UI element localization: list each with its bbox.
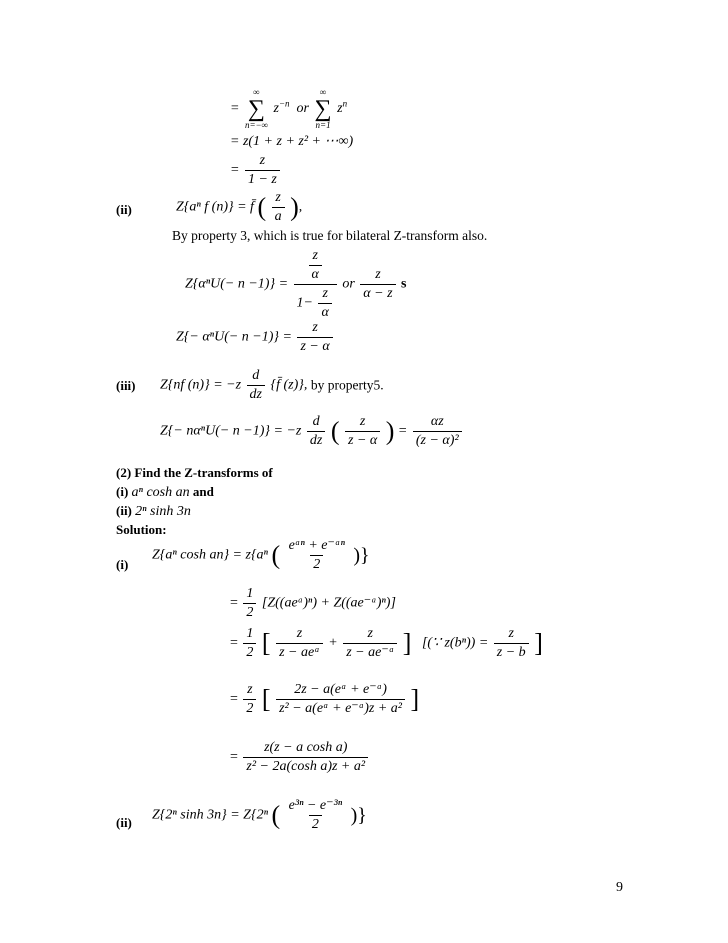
closed-form-equation: = $\frac{z}{1 - z}$ xyxy=(230,153,282,188)
property-note: By property 3, which is true for bilateral Z-transform also. xyxy=(172,228,488,243)
solution-label-ii: (ii) xyxy=(116,815,132,830)
problem-item-i: (i) aⁿ cosh an and xyxy=(116,484,214,500)
derivative-result-equation: Z{− nαⁿU(− n −1)} = −z $\frac{d}{dz}$ ( $\frac{z}{z - \alpha}$ ) = $\frac{\alpha z}{\text{(z − α)²}}$ xyxy=(160,414,464,449)
series-equation: = z(1 + z + z² + ⋯∞) xyxy=(230,134,354,149)
scaling-property-equation: Z{aⁿ f (n)} = f̄ ( $\frac{z}{a}$ ), xyxy=(176,190,303,224)
item-label-iii: (iii) xyxy=(116,378,136,393)
equals-sign: = xyxy=(230,101,240,117)
sum-equation: = ∞ ∑ n=−∞ $z^{-n}$ or ∞ ∑ n=1 $z^n$ xyxy=(230,87,348,130)
page-number: 9 xyxy=(616,880,623,895)
cosh-step-3: = $\frac{z}{2}$ [ $\frac{\text{2z − a(eᵃ + e⁻ᵃ)}}{\text{z² − a(eᵃ + e⁻ᵃ)z + a²}}$ ] xyxy=(230,682,420,716)
problem-item-ii: (ii) 2ⁿ sinh 3n xyxy=(116,503,191,519)
fraction: $\frac{z}{1 - z}$ xyxy=(245,153,280,188)
sinh-transform-equation: Z{2ⁿ sinh 3n} = Z{2ⁿ ( $\frac{\text{e³ⁿ − e⁻³ⁿ}}{2}$ )} xyxy=(152,798,367,832)
differentiation-property-equation: Z{nf (n)} = −z $\frac{d}{dz}$ {f̄ (z)}, by property5. xyxy=(160,368,384,402)
compound-fraction: $\frac{z}{\alpha}$ 1− $\frac{z}{\alpha}$ xyxy=(294,248,337,321)
cosh-step-1: = $\frac{1}{2}$ [Z((aeᵃ)ⁿ) + Z((ae⁻ᵃ)ⁿ)] xyxy=(230,586,396,620)
bilateral-equation-a: Z{αⁿU(− n −1)} = $\frac{z}{\alpha}$ 1− $\frac{z}{\alpha}$ or $\frac{z}{\alpha - z}$ s xyxy=(185,248,407,320)
solution-label-i: (i) xyxy=(116,557,129,572)
solution-heading: Solution: xyxy=(116,522,167,537)
summation-2: ∞ ∑ n=1 xyxy=(314,87,332,130)
cosh-step-2: = $\frac{1}{2}$ [ $\frac{z}{\text{z − aeᵃ}}$ + $\frac{z}{\text{z − ae⁻ᵃ}}$ ] [(∵ z(bⁿ)) = $\frac{z}{z - b}$ ] xyxy=(230,626,543,660)
cosh-result: = $\frac{\text{z(z − a cosh a)}}{\text{z² − 2a(cosh a)z + a²}}$ xyxy=(230,740,370,775)
problem-heading: (2) Find the Z-transforms of xyxy=(116,465,273,480)
item-label-ii: (ii) xyxy=(116,202,132,217)
cosh-transform-equation: Z{aⁿ cosh an} = z{aⁿ ( $\frac{\text{eᵃⁿ + e⁻ᵃⁿ}}{2}$ )} xyxy=(152,538,370,572)
bilateral-equation-b: Z{− αⁿU(− n −1)} = $\frac{z}{z - \alpha}$ xyxy=(176,320,335,355)
summation-1: ∞ ∑ n=−∞ xyxy=(244,87,269,130)
